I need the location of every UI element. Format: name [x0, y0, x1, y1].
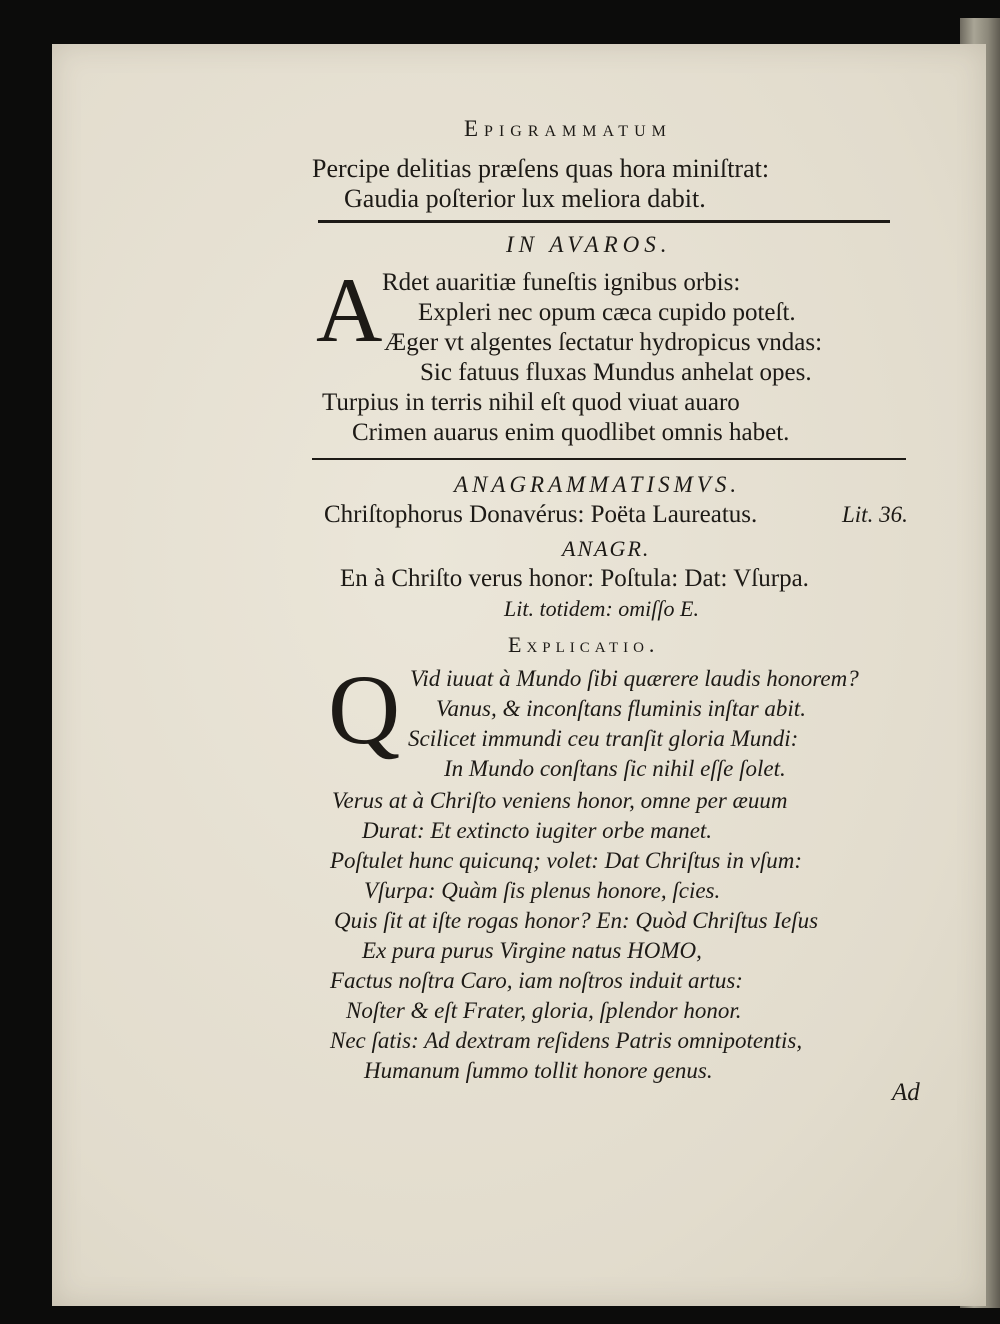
- catchword: Ad: [892, 1079, 920, 1106]
- anagram-line: En à Chriſto verus honor: Poſtula: Dat: Vſurpa.: [340, 565, 809, 592]
- anagram-title: ANAGRAMMATISMVS.: [454, 472, 741, 497]
- in-avaros-line-5: Turpius in terris nihil eſt quod viuat auaro: [322, 389, 740, 416]
- anagram-subtitle: ANAGR.: [562, 536, 651, 561]
- anagram-note: Lit. totidem: omiſſo E.: [504, 596, 699, 621]
- explicatio-line-3: Scilicet immundi ceu tranſit gloria Mundi:: [408, 726, 799, 751]
- section-rule-2: [312, 458, 906, 460]
- in-avaros-line-4: Sic fatuus fluxas Mundus anhelat opes.: [420, 359, 812, 386]
- in-avaros-title: IN AVAROS.: [506, 232, 672, 257]
- explicatio-line-11: Factus noſtra Caro, iam noſtros induit artus:: [330, 968, 743, 993]
- explicatio-title: Explicatio.: [508, 632, 660, 657]
- explicatio-line-7: Poſtulet hunc quicunq; volet: Dat Chriſtus in vſum:: [330, 848, 803, 873]
- in-avaros-line-1: Rdet auaritiæ funeſtis ignibus orbis:: [382, 269, 741, 296]
- section-rule-1: [318, 220, 890, 223]
- in-avaros-line-2: Expleri nec opum cæca cupido poteſt.: [418, 299, 796, 326]
- explicatio-line-6: Durat: Et extincto iugiter orbe manet.: [362, 818, 713, 843]
- in-avaros-line-6: Crimen auarus enim quodlibet omnis habet.: [352, 419, 790, 446]
- drop-cap-a: A: [316, 259, 383, 361]
- explicatio-line-1: Vid iuuat à Mundo ſibi quærere laudis honorem?: [410, 666, 859, 691]
- explicatio-line-4: In Mundo conſtans ſic nihil eſſe ſolet.: [444, 756, 786, 781]
- header-line-2: Gaudia poſterior lux meliora dabit.: [344, 184, 706, 213]
- explicatio-line-10: Ex pura purus Virgine natus HOMO,: [362, 938, 702, 963]
- in-avaros-line-3: Æger vt algentes ſectatur hydropicus vndas:: [384, 329, 823, 356]
- explicatio-line-12: Noſter & eſt Frater, gloria, ſplendor honor.: [346, 998, 742, 1023]
- explicatio-line-14: Humanum ſummo tollit honore genus.: [364, 1058, 713, 1083]
- header-line-1: Percipe delitias præſens quas hora miniſtrat:: [312, 154, 770, 183]
- explicatio-line-9: Quis ſit at iſte rogas honor? En: Quòd Chriſtus Ieſus: [334, 908, 819, 933]
- running-head: Epigrammatum: [464, 116, 672, 141]
- anagram-name-line: Chriſtophorus Donavérus: Poëta Laureatus.: [324, 501, 758, 528]
- explicatio-line-2: Vanus, & inconſtans fluminis inſtar abit.: [436, 696, 806, 721]
- drop-cap-q: Q: [328, 654, 401, 765]
- explicatio-line-13: Nec ſatis: Ad dextram reſidens Patris omnipotentis,: [330, 1028, 803, 1053]
- explicatio-line-5: Verus at à Chriſto veniens honor, omne per æuum: [332, 788, 788, 813]
- anagram-name-note: Lit. 36.: [842, 502, 908, 527]
- explicatio-line-8: Vſurpa: Quàm ſis plenus honore, ſcies.: [364, 878, 721, 903]
